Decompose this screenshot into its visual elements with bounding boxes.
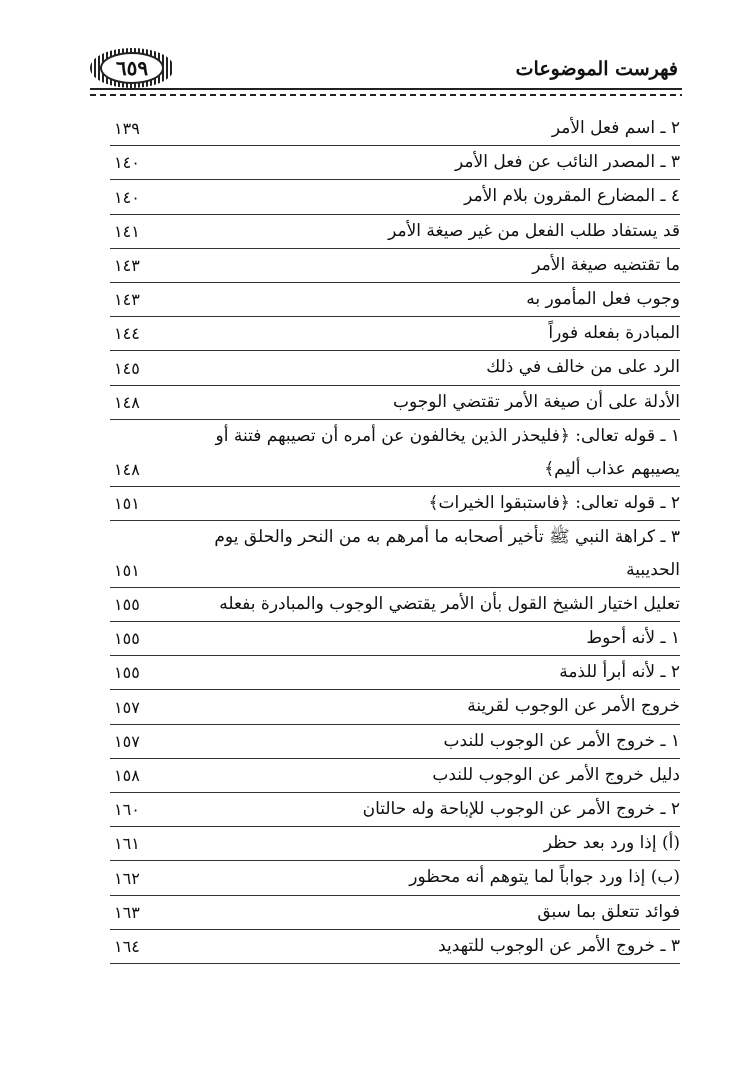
toc-entry-text: الرد على من خالف في ذلك [486, 357, 680, 378]
toc-page-number: ١٥٧ [114, 731, 140, 751]
toc-row [110, 622, 680, 656]
toc-row [110, 317, 680, 351]
toc-entry-text: (ب) إذا ورد جواباً لما يتوهم أنه محظور [409, 867, 680, 888]
toc-row [110, 146, 680, 180]
toc-entry-text: ٤ ـ المضارع المقرون بلام الأمر [464, 186, 680, 207]
page-number-badge [90, 48, 174, 88]
toc-page-number: ١٤٨ [114, 392, 140, 412]
toc-row [110, 656, 680, 690]
toc-page-number: ١٤٠ [114, 153, 140, 173]
toc-entry-text: ٢ ـ لأنه أبرأ للذمة [559, 662, 680, 683]
toc-row [110, 351, 680, 385]
toc-page-number: ١٤٠ [114, 187, 140, 207]
toc-page-number: ١٥١ [114, 493, 140, 513]
toc-page-number: ١٤٤ [114, 324, 140, 344]
toc-entry-text: المبادرة بفعله فوراً [548, 323, 680, 344]
toc-entry-text: خروج الأمر عن الوجوب لقرينة [467, 696, 680, 717]
toc-page-number: ١٥١ [114, 560, 140, 580]
toc-entry-text: تعليل اختيار الشيخ القول بأن الأمر يقتضي الوجوب والمبادرة بفعله [219, 593, 680, 614]
header-divider [90, 88, 682, 99]
toc-row [110, 690, 680, 724]
toc-entry-text: (أ) إذا ورد بعد حظر [543, 833, 680, 854]
toc-page-number: ١٤٣ [114, 255, 140, 275]
toc-page-number: ١٦٢ [114, 868, 140, 888]
toc-row [110, 827, 680, 861]
toc-entry-text: ٣ ـ كراهة النبي ﷺ تأخير أصحابه ما أمرهم به من النحر والحلق يوم الحديبية [214, 526, 680, 580]
toc-entry-text: ٣ ـ المصدر النائب عن فعل الأمر [455, 152, 680, 173]
toc-entry-text: ٢ ـ خروج الأمر عن الوجوب للإباحة وله حالتان [362, 799, 680, 819]
page-title: فهرست الموضوعات [515, 58, 678, 80]
toc-entry-text: ١ ـ لأنه أحوط [586, 628, 680, 649]
toc-page-number: ١٦٣ [114, 902, 140, 922]
toc-row [110, 896, 680, 930]
toc-page-number: ١٥٥ [114, 629, 140, 649]
page-number: ٦٥٩ [100, 52, 164, 84]
toc-page-number: ١٥٥ [114, 663, 140, 683]
toc-page-number: ١٦٠ [114, 800, 140, 820]
toc-entry-text: ٢ ـ قوله تعالى: ﴿فاستبقوا الخيرات﴾ [428, 492, 680, 513]
toc-entry-text: ٣ ـ خروج الأمر عن الوجوب للتهديد [438, 935, 680, 956]
toc-row [110, 588, 680, 622]
toc-entry-text: ١ ـ قوله تعالى: ﴿فليحذر الذين يخالفون عن أمره أن تصيبهم فتنة أو يصيبهم عذاب أليم﴾ [215, 425, 680, 479]
toc-page-number: ١٥٨ [114, 766, 140, 785]
toc-row [110, 487, 680, 521]
toc-row [110, 930, 680, 964]
toc-entry-text: فوائد تتعلق بما سبق [537, 901, 680, 922]
table-of-contents [110, 112, 680, 964]
toc-page-number: ١٥٧ [114, 697, 140, 717]
toc-row [110, 386, 680, 420]
toc-entry-text: الأدلة على أن صيغة الأمر تقتضي الوجوب [393, 391, 680, 412]
toc-row [110, 215, 680, 249]
toc-page-number: ١٦١ [114, 834, 140, 854]
toc-page-number: ١٥٥ [114, 595, 140, 615]
page-header [0, 0, 748, 100]
toc-entry-text: ٢ ـ اسم فعل الأمر [551, 118, 680, 138]
toc-page-number: ١٤١ [114, 221, 140, 241]
toc-page-number: ١٤٣ [114, 290, 140, 310]
toc-row [110, 180, 680, 214]
toc-row [110, 420, 680, 487]
toc-entry-text: ما تقتضيه صيغة الأمر [532, 254, 680, 275]
toc-page-number: ١٣٩ [114, 119, 140, 139]
toc-row [110, 112, 680, 146]
toc-row [110, 521, 680, 588]
toc-row [110, 861, 680, 895]
toc-entry-text: ١ ـ خروج الأمر عن الوجوب للندب [443, 730, 680, 751]
toc-entry-text: وجوب فعل المأمور به [526, 288, 680, 309]
toc-page-number: ١٤٨ [114, 459, 140, 479]
toc-entry-text: قد يستفاد طلب الفعل من غير صيغة الأمر [388, 220, 680, 241]
toc-entry-text: دليل خروج الأمر عن الوجوب للندب [432, 764, 680, 785]
toc-page-number: ١٦٤ [114, 936, 140, 956]
toc-row [110, 725, 680, 759]
toc-row [110, 793, 680, 827]
toc-row [110, 283, 680, 317]
toc-row [110, 759, 680, 793]
toc-page-number: ١٤٥ [114, 358, 140, 378]
toc-row [110, 249, 680, 283]
